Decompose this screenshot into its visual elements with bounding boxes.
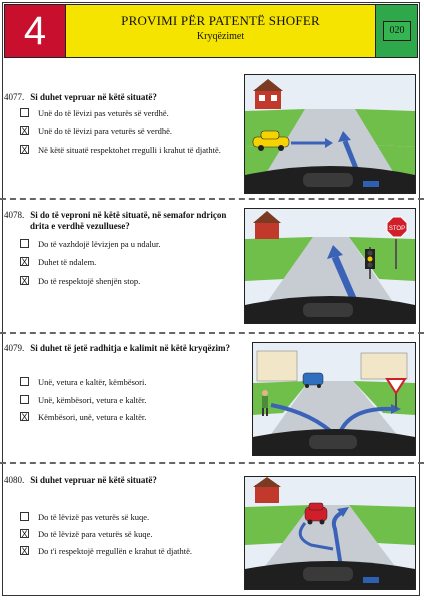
answer-checkbox[interactable]	[20, 108, 29, 117]
answer-checkbox[interactable]	[20, 512, 29, 521]
question-number: 4080.	[4, 475, 25, 485]
section-divider	[0, 332, 424, 334]
question-label: Si duhet vepruar në këtë situatë?	[30, 92, 157, 102]
question-number: 4078.	[4, 210, 25, 220]
question-number: 4079.	[4, 343, 25, 353]
answer-text: Këmbësori, unë, vetura e kaltër.	[38, 412, 147, 422]
scene-illustration	[244, 476, 416, 590]
section-divider	[0, 462, 424, 464]
answer-text: Unë, vetura e kaltër, këmbësori.	[38, 377, 147, 387]
question-text	[4, 343, 230, 353]
answer-checkbox[interactable]	[20, 395, 29, 404]
answer-checkbox[interactable]: X	[21, 546, 28, 556]
intersection-scene-icon	[245, 75, 415, 193]
answer-checkbox[interactable]: X	[21, 412, 28, 422]
stop-sign-label: STOP	[388, 226, 406, 232]
scene-illustration	[244, 208, 416, 324]
answer-text: Duhet të ndalem.	[38, 257, 97, 267]
chapter-number: 4	[4, 4, 66, 58]
question-text	[4, 210, 226, 220]
question-text	[4, 475, 157, 485]
answer-checkbox[interactable]: X	[21, 145, 28, 155]
title-box	[66, 4, 376, 58]
answer-text: Do t'i respektojë rregullën e krahut të djathtë.	[38, 546, 193, 556]
page-title: PROVIMI PËR PATENTË SHOFER	[121, 13, 320, 28]
answer-text: Do të respektojë shenjën stop.	[38, 276, 141, 286]
answer-checkbox[interactable]: X	[21, 126, 28, 136]
scene-illustration	[252, 342, 416, 456]
question-number: 4077.	[4, 92, 25, 102]
red-car-scene-icon	[245, 477, 415, 589]
answer-checkbox[interactable]: X	[21, 276, 28, 286]
answer-text: Do të vazhdojë lëvizjen pa u ndalur.	[38, 239, 161, 249]
section-divider	[0, 198, 424, 200]
question-text	[4, 92, 157, 102]
answer-checkbox[interactable]	[20, 377, 29, 386]
question-text-continued: drita e verdhë vezulluese?	[30, 221, 130, 231]
answer-text: Unë do të lëvizi para veturës së verdhë.	[38, 126, 173, 136]
question-label: Si do të veproni në këtë situatë, në semafor ndriçon	[30, 210, 227, 220]
scene-illustration	[244, 74, 416, 194]
page-code: 020	[383, 21, 411, 41]
answer-text: Në këtë situatë respektohet rregulli i krahut të djathtë.	[38, 145, 221, 155]
answer-checkbox[interactable]: X	[21, 257, 28, 267]
header	[4, 4, 418, 58]
answer-text: Unë, këmbësori, vetura e kaltër.	[38, 395, 147, 405]
page-subtitle: Kryqëzimet	[196, 31, 245, 42]
question-label: Si duhet të jetë radhitja e kalimit në këtë kryqëzim?	[30, 343, 230, 353]
answer-checkbox[interactable]: X	[21, 529, 28, 539]
answer-text: Do të lëvizë para veturës së kuqe.	[38, 529, 153, 539]
stop-sign-scene-icon	[245, 209, 415, 323]
answer-text: Unë do të lëvizi pas veturës së verdhë.	[38, 108, 169, 118]
answer-text: Do të lëvizë pas veturës së kuqe.	[38, 512, 150, 522]
code-box	[376, 4, 418, 58]
answer-checkbox[interactable]	[20, 239, 29, 248]
question-label: Si duhet vepruar në këtë situatë?	[30, 475, 157, 485]
pedestrian-crossing-scene-icon	[253, 343, 415, 455]
